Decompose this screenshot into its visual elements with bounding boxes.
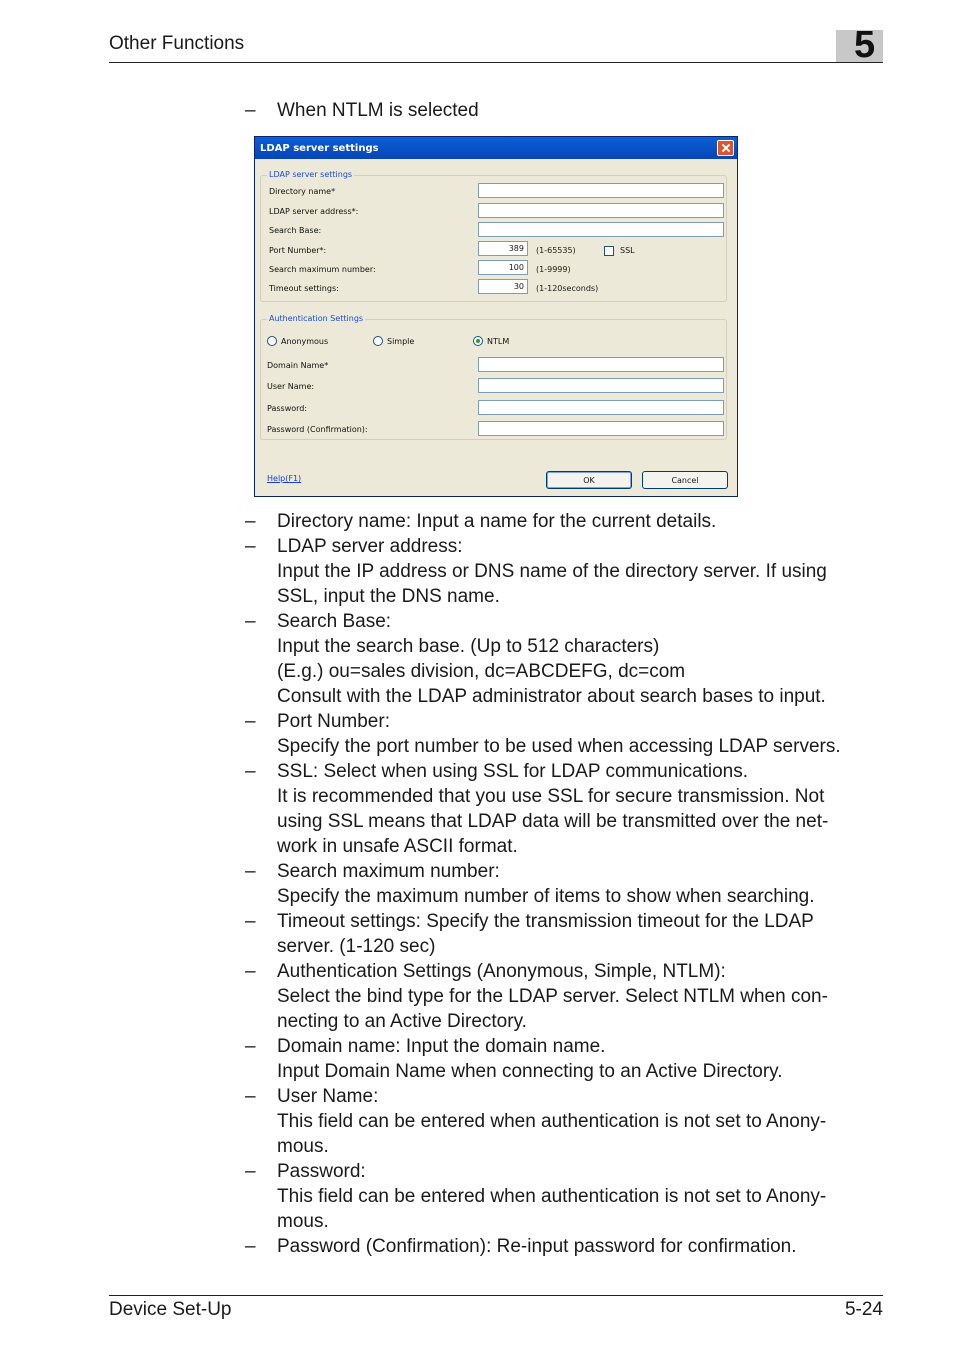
list-item-line: SSL, input the DNS name. [277,586,500,607]
directory-name-input[interactable] [478,183,724,198]
list-item-line: Domain name: Input the domain name. [277,1036,606,1057]
list-item-line: mous. [277,1211,329,1232]
list-item-line: Search Base: [277,611,392,632]
list-item-line: necting to an Active Directory. [277,1011,527,1032]
anonymous-label: Anonymous [281,337,329,346]
search-max-label: Search maximum number: [269,265,376,274]
dialog-title: LDAP server settings [260,143,379,154]
list-item [245,959,841,1034]
dialog-titlebar [255,137,737,159]
list-bullet: – [245,761,256,782]
search-max-input[interactable]: 100 [478,260,528,275]
port-number-label: Port Number*: [269,246,327,255]
list-item-line: Timeout settings: Specify the transmission timeout for the LDAP [277,911,814,932]
list-item-line: Search maximum number: [277,861,500,882]
port-number-input[interactable]: 389 [478,241,528,256]
list-item-line: Select the bind type for the LDAP server. Select NTLM when con- [277,986,828,1007]
intro-text: When NTLM is selected [277,100,479,121]
list-item-line: (E.g.) ou=sales division, dc=ABCDEFG, dc=com [277,661,686,682]
description-list [245,509,841,1259]
user-name-input[interactable] [478,378,724,393]
list-item-line: Authentication Settings (Anonymous, Simple, NTLM): [277,961,726,982]
list-item [245,1084,841,1159]
footer-rule [109,1295,883,1296]
list-bullet: – [245,1036,256,1057]
password-confirm-label: Password (Confirmation): [267,425,368,434]
list-bullet: – [245,1086,256,1107]
list-item-line: User Name: [277,1086,379,1107]
list-item [245,509,841,534]
list-item-line: Specify the maximum number of items to show when searching. [277,886,815,907]
server-address-label: LDAP server address*: [269,207,359,216]
search-max-range: (1-9999) [536,265,571,274]
list-bullet: – [245,1236,256,1257]
timeout-range: (1-120seconds) [536,284,599,293]
list-item-line: Directory name: Input a name for the current details. [277,511,717,532]
cancel-button[interactable]: Cancel [642,471,728,489]
list-item [245,1159,841,1234]
ok-button[interactable]: OK [546,471,632,489]
ldap-server-settings-group [260,170,727,302]
ntlm-label: NTLM [487,337,510,346]
close-icon[interactable] [717,140,734,156]
ssl-label: SSL [620,246,635,255]
list-item-line: server. (1-120 sec) [277,936,436,957]
user-name-label: User Name: [267,382,315,391]
group-label-server: LDAP server settings [269,170,353,179]
ldap-settings-dialog [254,136,738,497]
search-base-input[interactable] [478,222,724,237]
authentication-settings-group [260,314,727,440]
list-bullet: – [245,511,256,532]
intro-dash: – [245,100,256,121]
list-item-line: Consult with the LDAP administrator about search bases to input. [277,686,826,707]
password-label: Password: [267,404,308,413]
list-item-line: Input the search base. (Up to 512 characters) [277,636,660,657]
footer-page-number: 5-24 [844,1299,883,1320]
port-range: (1-65535) [536,246,576,255]
list-bullet: – [245,611,256,632]
list-item-line: This field can be entered when authentication is not set to Anony- [277,1186,827,1207]
domain-name-input[interactable] [478,357,724,372]
list-item [245,609,841,709]
list-item-line: Password (Confirmation): Re-input password for confirmation. [277,1236,797,1257]
directory-name-label: Directory name* [269,187,336,196]
list-item-line: Port Number: [277,711,390,732]
list-item-line: This field can be entered when authentication is not set to Anony- [277,1111,827,1132]
list-item [245,859,841,909]
group-label-auth: Authentication Settings [269,314,364,323]
timeout-label: Timeout settings: [269,284,339,293]
list-bullet: – [245,1161,256,1182]
ssl-checkbox[interactable] [604,246,614,256]
list-bullet: – [245,536,256,557]
list-item-line: Input Domain Name when connecting to an Active Directory. [277,1061,783,1082]
list-item-line: mous. [277,1136,329,1157]
list-item-line: It is recommended that you use SSL for secure transmission. Not [277,786,825,807]
simple-radio[interactable] [373,336,383,346]
list-item-line: work in unsafe ASCII format. [277,836,518,857]
list-item-line: Input the IP address or DNS name of the directory server. If using [277,561,827,582]
ntlm-radio[interactable] [473,336,483,346]
footer-manual-title: Device Set-Up [109,1299,232,1320]
anonymous-radio[interactable] [267,336,277,346]
simple-label: Simple [387,337,415,346]
list-item-line: Specify the port number to be used when accessing LDAP servers. [277,736,841,757]
search-base-label: Search Base: [269,226,322,235]
list-item [245,1234,841,1259]
help-link[interactable]: Help(F1) [267,474,302,483]
list-item-line: Password: [277,1161,366,1182]
password-confirm-input[interactable] [478,421,724,436]
list-item-line: SSL: Select when using SSL for LDAP communications. [277,761,749,782]
list-item [245,534,841,609]
timeout-input[interactable]: 30 [478,279,528,294]
list-item [245,759,841,859]
list-item [245,909,841,959]
running-header-title: Other Functions [109,33,245,54]
list-bullet: – [245,711,256,732]
server-address-input[interactable] [478,203,724,218]
list-item [245,709,841,759]
domain-name-label: Domain Name* [267,361,329,370]
list-bullet: – [245,861,256,882]
list-item-line: using SSL means that LDAP data will be transmitted over the net- [277,811,829,832]
intro-line [245,98,479,123]
password-input[interactable] [478,400,724,415]
list-item [245,1034,841,1084]
header-rule [109,62,883,63]
chapter-number: 5 [854,24,876,66]
list-bullet: – [245,911,256,932]
list-bullet: – [245,961,256,982]
list-item-line: LDAP server address: [277,536,463,557]
